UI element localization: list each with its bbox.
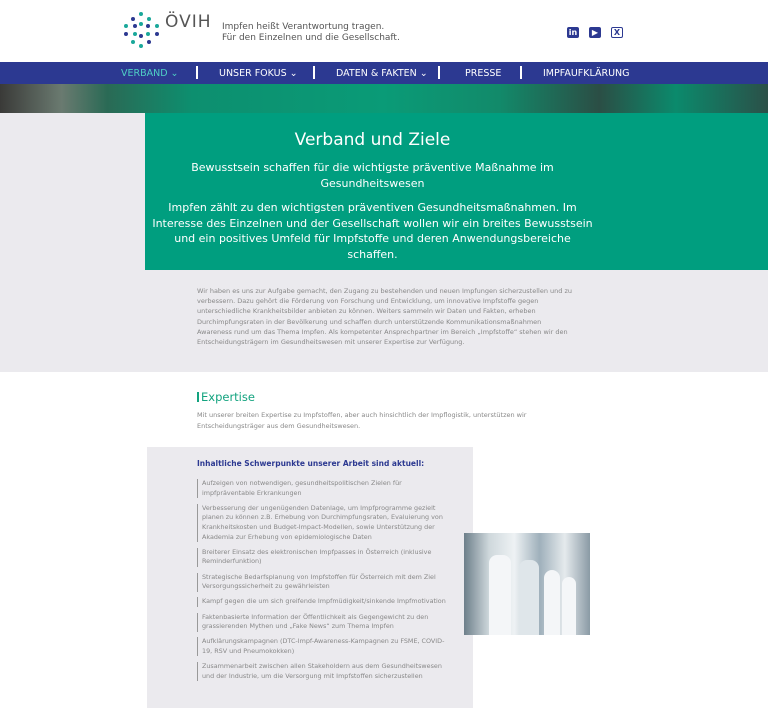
tagline: [222, 22, 400, 44]
focus-box: [147, 447, 473, 708]
focus-list-item: Kampf gegen die um sich greifende Impfmüdigkeit/sinkende Impfmotivation: [197, 597, 447, 607]
tagline-line-1: Impfen heißt Verantwortung tragen.: [222, 22, 385, 32]
nav-unser-fokus[interactable]: UNSER FOKUS ⌄: [219, 68, 298, 79]
hero-text: Impfen zählt zu den wichtigsten präventiven Gesundheitsmaßnahmen. Im Interesse des Einzelnen und der Gesellschaft wollen wir ein breites Bewusstsein und ein positives Umfeld für Impfstoffe und deren Anwendungsbereiche schaffen.: [152, 201, 593, 261]
nav-impfaufklaerung[interactable]: IMPFAUFKLÄRUNG: [543, 68, 630, 79]
page-title: Verband und Ziele: [294, 130, 451, 150]
youtube-icon[interactable]: ▶: [589, 27, 601, 38]
expertise-title: Expertise: [201, 390, 255, 404]
page-subtitle: Bewusstsein schaffen für die wichtigste präventive Maßnahme im Gesundheitswesen: [191, 161, 554, 190]
brand-name[interactable]: ÖVIH: [165, 12, 212, 32]
focus-list-item: Aufzeigen von notwendigen, gesundheitspolitischen Zielen für impfpräventable Erkrankungen: [197, 479, 447, 498]
hero-box: [145, 113, 768, 270]
heading-accent-bar: [197, 392, 199, 402]
nav-divider: [313, 66, 315, 79]
nav-daten-fakten[interactable]: DATEN & FAKTEN ⌄: [336, 68, 428, 79]
focus-list-item: Verbesserung der ungenügenden Datenlage, um Impfprogramme gezielt planen zu können z.B. Erhebung von Durchimpfungsraten, Evaluierung von Krankheitskosten und Budget-Impact-Modellen, sowie Unterstützung der Akademia zur Erhebung von epidemiologische Daten: [197, 504, 447, 542]
x-icon[interactable]: X: [611, 27, 623, 38]
focus-list-item: Strategische Bedarfsplanung von Impfstoffen für Österreich mit dem Ziel Versorgungssicherheit zu gewährleisten: [197, 573, 447, 592]
social-links: [567, 27, 623, 38]
focus-list-item: Aufklärungskampagnen (DTC-Impf-Awareness-Kampagnen zu FSME, COVID-19, RSV und Pneumokokken): [197, 637, 447, 656]
nav-divider: [520, 66, 522, 79]
tagline-line-2: Für den Einzelnen und die Gesellschaft.: [222, 33, 400, 43]
ovih-logo[interactable]: [122, 12, 160, 48]
focus-list: [197, 479, 473, 681]
intro-text: Wir haben es uns zur Aufgabe gemacht, den Zugang zu bestehenden und neuen Impfungen sicherzustellen und zu verbessern. Dazu gehört die Förderung von Forschung und Entwicklung, um innovative Impfstoffe gegen unterschiedliche Krankheitsbilder anbieten zu können. Weiters sammeln wir Daten und Fakten, erheben Durchimpfungsraten in der Bevölkerung und schaffen durch unterstützende Kommunikationsmaßnahmen Awareness rund um das Thema Impfen. Als kompetenter Ansprechpartner im Bereich „Impfstoffe“ stehen wir den Entscheidungsträgern im Gesundheitswesen mit unserer Expertise zur Verfügung.: [197, 287, 572, 347]
nav-divider: [196, 66, 198, 79]
main-nav: [0, 62, 768, 84]
nav-divider: [438, 66, 440, 79]
focus-title: Inhaltliche Schwerpunkte unserer Arbeit sind aktuell:: [197, 459, 425, 468]
focus-list-item: Breiterer Einsatz des elektronischen Impfpasses in Österreich (inklusive Reminderfunktion): [197, 548, 447, 567]
expertise-text: Mit unserer breiten Expertise zu Impfstoffen, aber auch hinsichtlich der Impflogistik, unterstützen wir Entscheidungsträger aus dem Gesundheitswesen.: [197, 411, 527, 430]
nav-presse[interactable]: PRESSE: [465, 68, 502, 79]
medical-staff-photo: [464, 533, 590, 635]
focus-list-item: Faktenbasierte Information der Öffentlichkeit als Gegengewicht zu den grassierenden Mythen und „Fake News“ zum Thema Impfen: [197, 613, 447, 632]
site-header: [0, 0, 768, 62]
nav-verband[interactable]: VERBAND ⌄: [121, 68, 179, 79]
hero-image: [0, 84, 768, 113]
expertise-heading: [197, 390, 255, 404]
linkedin-icon[interactable]: in: [568, 28, 578, 37]
intro-section: [0, 113, 768, 372]
focus-list-item: Zusammenarbeit zwischen allen Stakeholdern aus dem Gesundheitswesen und der Industrie, um die Versorgung mit Impfstoffen sicherzustellen: [197, 662, 447, 681]
